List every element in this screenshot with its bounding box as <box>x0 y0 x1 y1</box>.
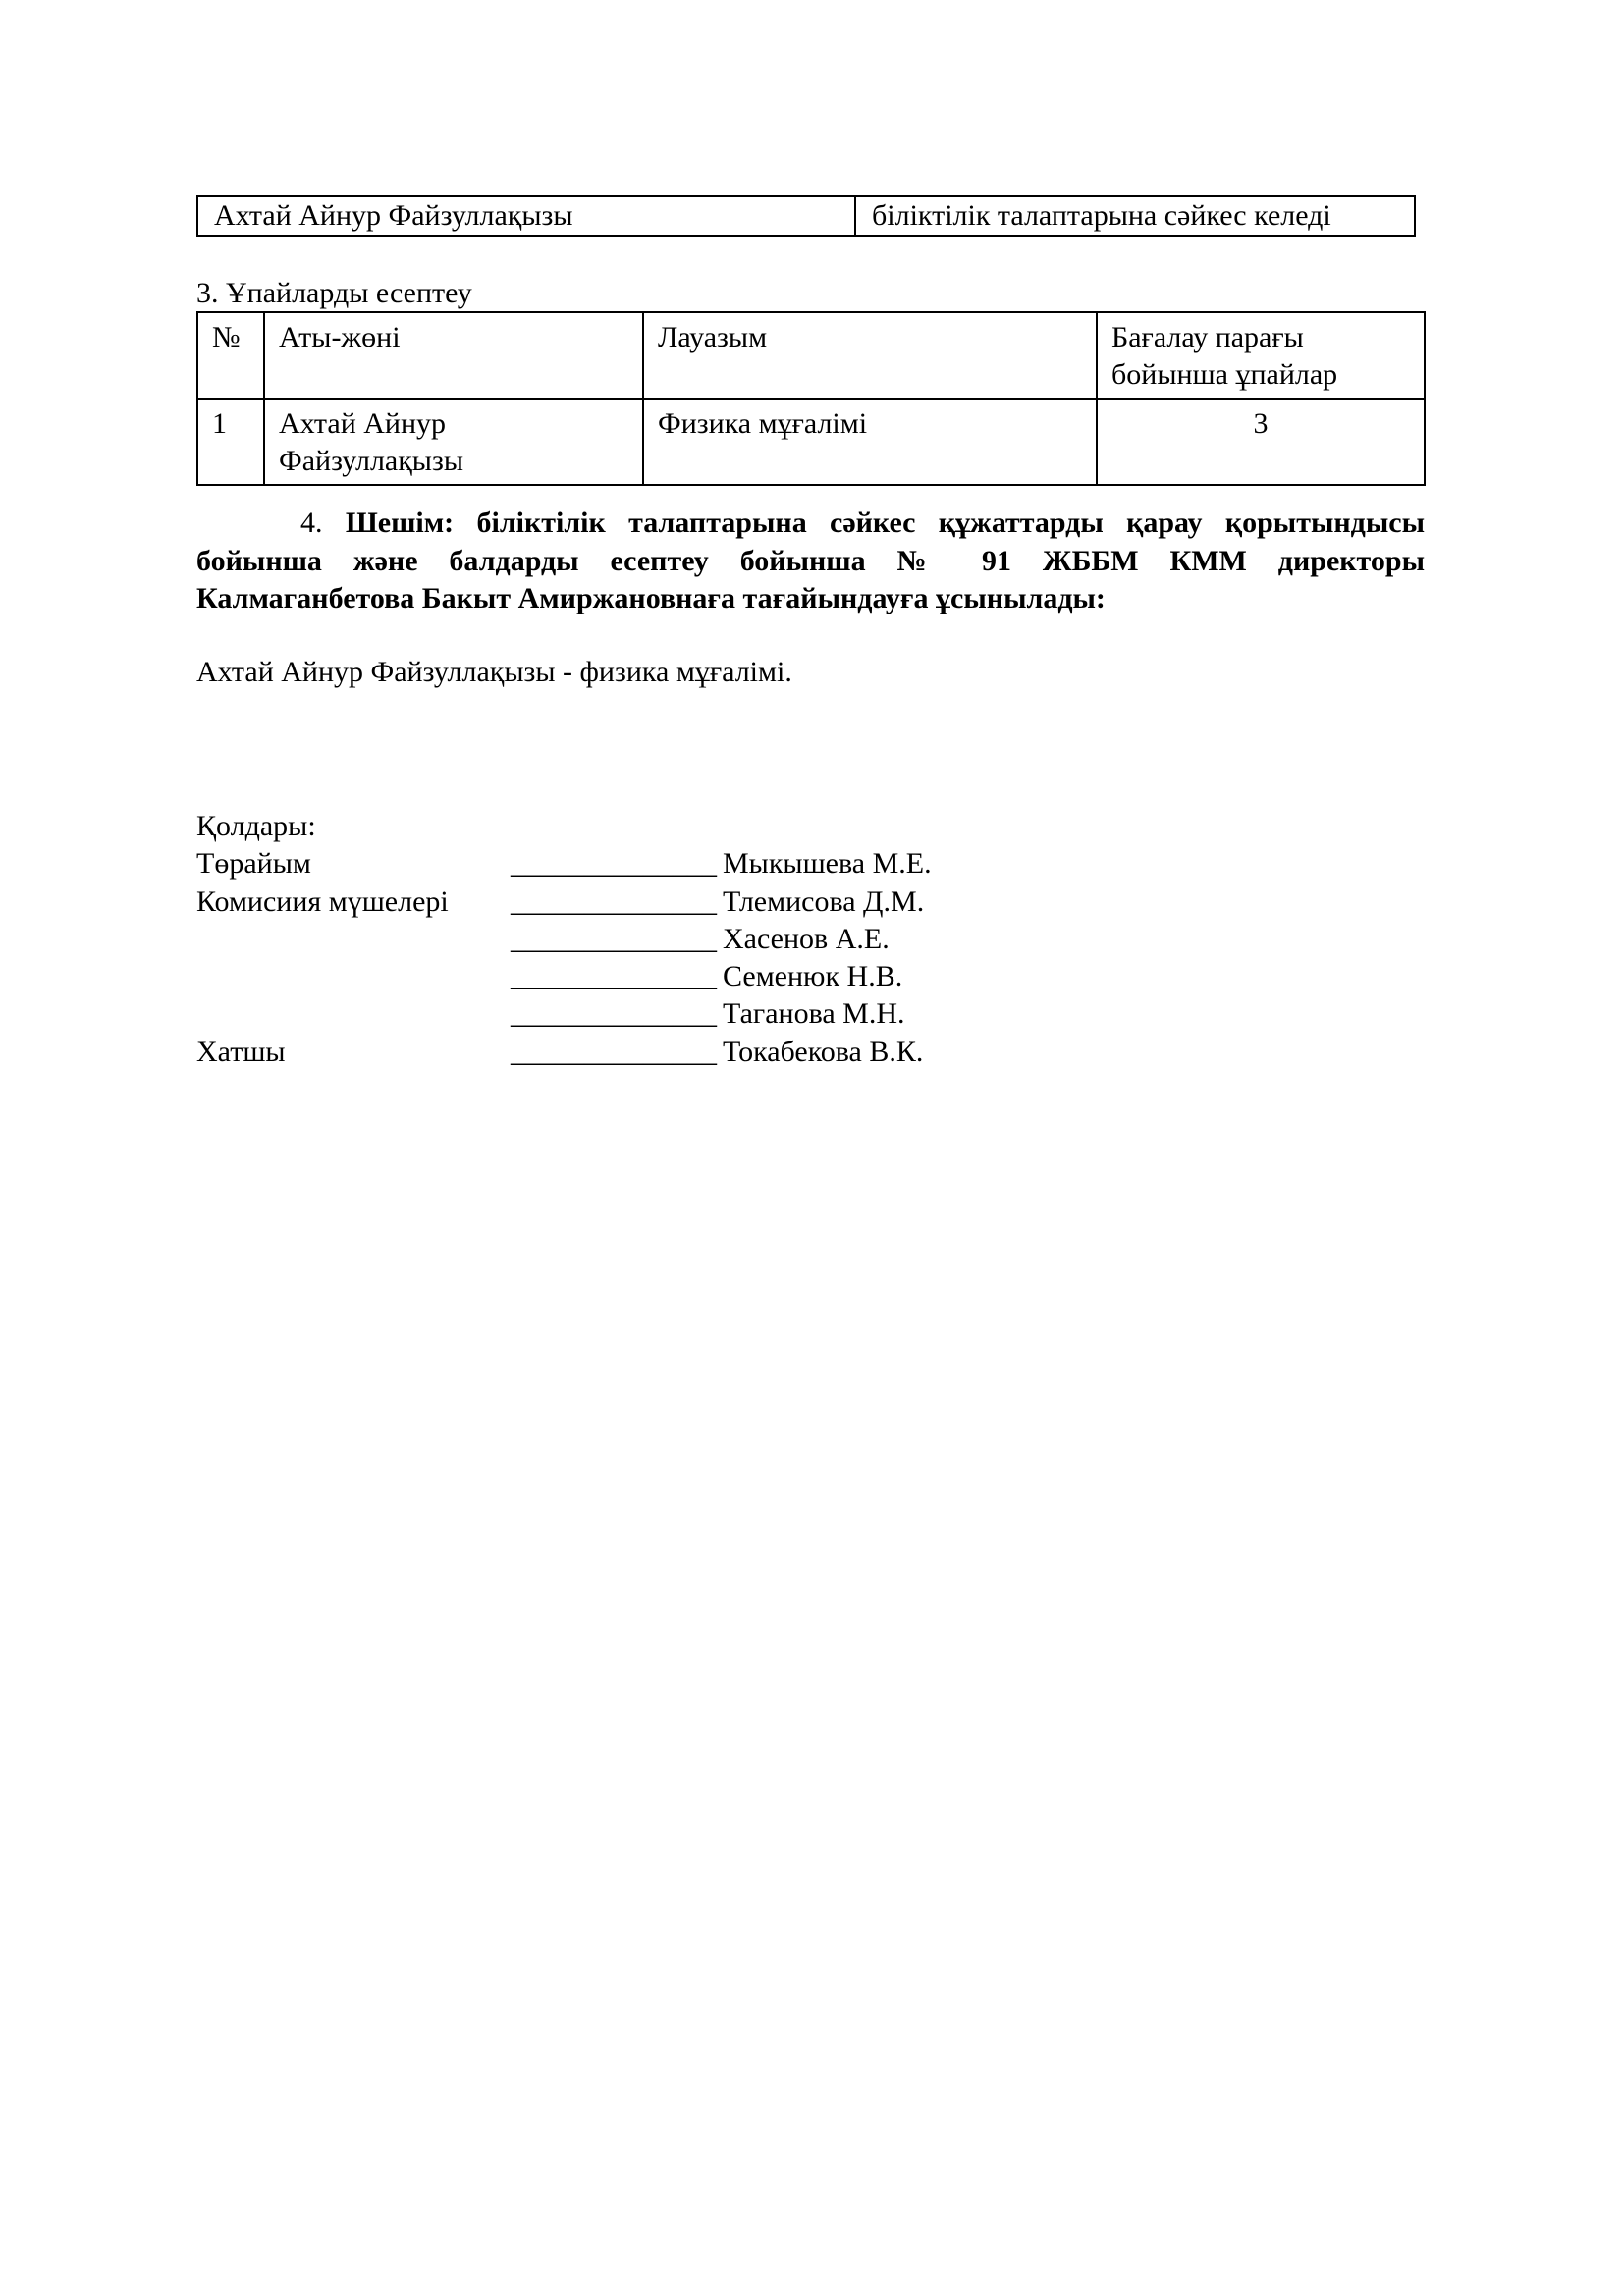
scores-section-heading: 3. Ұпайларды есептеу <box>196 277 472 309</box>
signature-line: ______________ <box>511 847 717 881</box>
signature-line: ______________ <box>511 1035 717 1068</box>
signature-line: ______________ <box>511 960 717 993</box>
cell-name: Ахтай Айнур Файзуллақызы <box>264 399 643 485</box>
signature-row <box>196 1034 932 1071</box>
signatures-block <box>196 808 932 1071</box>
signature-name: Тлемисова Д.М. <box>723 884 925 918</box>
scores-table <box>196 311 1426 486</box>
signature-name: Токабекова В.К. <box>723 1035 924 1068</box>
decision-line-1 <box>196 505 1425 543</box>
signature-name: Семенюк Н.В. <box>723 960 903 993</box>
signature-role: Төрайым <box>196 847 311 881</box>
signature-row <box>196 883 932 921</box>
qualification-result-cell: біліктілік талаптарына сәйкес келеді <box>855 196 1415 236</box>
table-row <box>197 196 1415 236</box>
header-position: Лауазым <box>643 312 1097 399</box>
candidate-name-cell: Ахтай Айнур Файзуллақызы <box>197 196 855 236</box>
signature-line: ______________ <box>511 997 717 1031</box>
cell-score: 3 <box>1097 399 1425 485</box>
signature-row <box>196 921 932 958</box>
signatures-heading: Қолдары: <box>196 810 316 842</box>
header-num: № <box>197 312 264 399</box>
signature-name: Мыкышева М.Е. <box>723 847 932 881</box>
signature-name: Хасенов А.Е. <box>723 922 890 955</box>
decision-line-1-text: Шешім: біліктілік талаптарына сәйкес құжаттарды қарау қорытындысы <box>345 507 1426 539</box>
signature-row <box>196 995 932 1033</box>
qualification-result-table <box>196 195 1416 237</box>
signature-name: Таганова М.Н. <box>723 997 905 1031</box>
signature-role: Комисиия мүшелері <box>196 884 449 918</box>
cell-num: 1 <box>197 399 264 485</box>
table-header-row <box>197 312 1425 399</box>
signature-line: ______________ <box>511 884 717 918</box>
appointee-line: Ахтай Айнур Файзуллақызы - физика мұғалімі. <box>196 656 792 688</box>
decision-line-2: бойынша және балдарды есептеу бойынша № 91 ЖББМ КММ директоры <box>196 544 1425 577</box>
decision-number: 4. <box>300 507 346 539</box>
signature-line: ______________ <box>511 922 717 955</box>
signature-row <box>196 845 932 882</box>
table-row <box>197 399 1425 485</box>
decision-paragraph <box>196 505 1425 618</box>
header-name: Аты-жөні <box>264 312 643 399</box>
decision-line-3: Калмаганбетова Бакыт Амиржановнаға тағайындауға ұсынылады: <box>196 582 1106 614</box>
signature-role: Хатшы <box>196 1035 286 1068</box>
header-score: Бағалау парағы бойынша ұпайлар <box>1097 312 1425 399</box>
signature-row <box>196 958 932 995</box>
cell-position: Физика мұғалімі <box>643 399 1097 485</box>
